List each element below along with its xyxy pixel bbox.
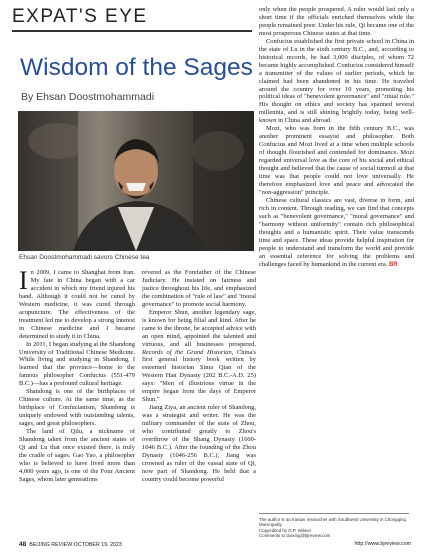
article-photo bbox=[18, 111, 254, 251]
paragraph: Shandong is one of the birthplaces of Chinese culture. At the same time, as the birthplace of Confucianism, Shandong is uniquely endowed with outstanding talents, sages, and great philosophers. bbox=[19, 388, 135, 428]
footer-left bbox=[19, 541, 122, 548]
paragraph: Chinese cultural classics are vast, diverse in form, and rich in content. Through reading, we can find that concepts such as "benevolent governance," "moral governance" and "harmony without uniformity" contain rich philosophical thoughts and a humanistic spirit. Their value transcends time and space. These ideas provide helpful inspiration for people to understand and transform the world and provide an essential reference for solving the problems and challenges faced by humankind in the current era. BR bbox=[259, 196, 414, 268]
photo-caption: Ehsan Doostmohammadi savors Chinese tea bbox=[19, 254, 150, 261]
page-number: 48 bbox=[19, 541, 27, 548]
paragraph: Mozi, who was born in the fifth century B.C., was another prominent essayist and philosopher. Both Confucius and Mozi lived at a time when multiple schools of thought flourished and contended for dominance. Mozi regarded universal love as the core of his social and ethical thought and believed that the cause of social turmoil at that time was that people could not love universally. He therefore emphasized love and peace and advocated the "non-aggression" principle. bbox=[259, 125, 414, 196]
article-column-1 bbox=[19, 266, 135, 484]
end-mark: BR bbox=[388, 261, 398, 268]
comments-email: Comments to taoxing@bjreview.com bbox=[259, 533, 331, 539]
author-note bbox=[259, 513, 409, 539]
publication-date: BEIJING REVIEW OCTOBER 19, 2023 bbox=[29, 542, 122, 548]
footer-url[interactable]: http://www.bjreview.com bbox=[354, 541, 411, 547]
drop-cap: I bbox=[19, 266, 28, 295]
copyeditor-credit: Copyedited by G.P. Wilson bbox=[259, 527, 311, 533]
article-byline: By Ehsan Doostmohammadi bbox=[21, 91, 155, 103]
section-title: EXPAT'S EYE bbox=[12, 6, 148, 27]
paragraph: The land of Qilu, a nickname of Shandong taken from the ancient states of Qi and Lu that once existed there, is truly the cradle of sages. Gao Yao, a philosopher who is believed to have lived more than 4,000 years ago, is one of the Four Ancient Sages, whom later generations bbox=[19, 428, 135, 483]
paragraph: revered as the Forefather of the Chinese Judiciary. He insisted on fairness and justice throughout his life, and emphasized the combination of "rule of law" and "moral governance" to promote social harmony. bbox=[142, 269, 256, 308]
section-rule bbox=[12, 30, 252, 32]
paragraph: Confucius established the first private school in China in the state of Lu in the sixth century B.C., and, according to historical records, he had 3,000 disciples, of whom 72 became highly accomplished. Confucius considered himself a transmitter of the values of earlier periods, which he claimed had been abandoned in his time. He traveled around the country for over 10 years, promoting his political ideas of "benevolent governance" and "ritual rule." His thought on ethics and society has spanned several millennia, and is still shining brightly today, being well-known in China and abroad. bbox=[259, 37, 414, 125]
paragraph: Emperor Shun, another legendary sage, is known for being filial and kind. After he came to the throne, he accepted advice with an open mind, appointed the talented and virtuous, and all businesses prospered. Records of the Grand Historian, China's first general history book written by esteemed historian Sima Qian of the Western Han Dynasty (202 B.C.-A.D. 25) says: "Men of illustrious virtue in the empire began from the days of Emperor Shun." bbox=[142, 308, 256, 404]
book-title: Records of the Grand Historian, bbox=[142, 348, 234, 356]
section-header bbox=[12, 4, 252, 34]
paragraph: Jiang Ziya, an ancient ruler of Shandong, was a strategist and writer. He was the military commander of the state of Zhou, who contributed greatly to Zhou's overthrow of the Shang Dynasty (1600-1046 B.C.). After the founding of the Zhou Dynasty (1046-256 B.C.), Jiang was crowned as ruler of the vassal state of Qi, now part of Shandong. He held that a country could become powerful bbox=[142, 404, 256, 483]
photo-illustration bbox=[18, 111, 254, 251]
article-title: Wisdom of the Sages bbox=[20, 54, 253, 81]
paragraph: In 2011, I began studying at the Shandong University of Traditional Chinese Medicine. While living and studying in Shandong, I learned that the province—home to the famous philosopher Confucius (551-479 B.C.)—has a profound cultural heritage. bbox=[19, 340, 135, 388]
article-column-3 bbox=[259, 6, 414, 269]
author-bio: The author is an Iranian researcher with Southwest University in Chongqing Municipality bbox=[259, 517, 406, 528]
paragraph: only when the people prospered. A ruler would last only a short time if the officials enriched themselves while the people remained poor. Under his rule, Qi became one of the most prosperous Chinese states at that time. bbox=[259, 6, 414, 37]
paragraph: In 2009, I came to Shanghai from Iran. My fate in China began with a car accident in which my friend injured his hand. Although it could not be cured by Western medicine, it was cured through acupuncture. The effectiveness of the treatment led me to develop a strong interest in Chinese medicine and I became determined to study it in China. bbox=[19, 266, 135, 340]
article-column-2 bbox=[142, 269, 256, 484]
